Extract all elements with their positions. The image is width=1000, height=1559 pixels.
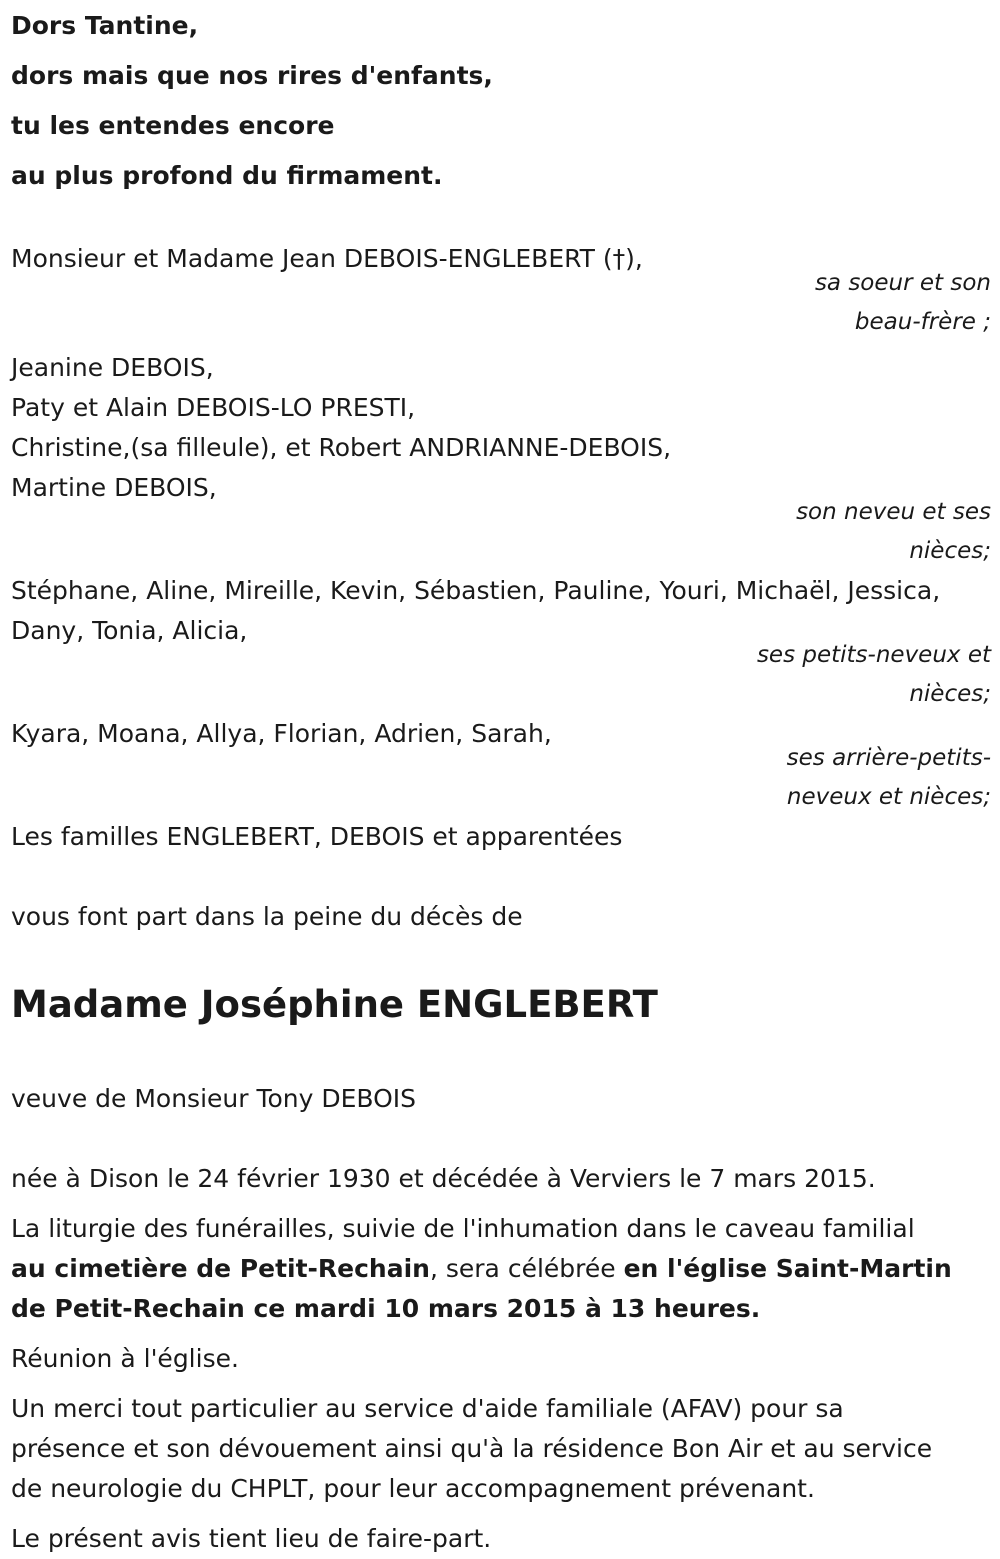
family-names: Monsieur et Madame Jean DEBOIS-ENGLEBERT (†),	[11, 244, 643, 273]
relation-line: nièces;	[909, 681, 991, 707]
thanks-line: présence et son dévouement ainsi qu'à la résidence Bon Air et au service	[11, 1434, 933, 1463]
spacer	[11, 1119, 991, 1159]
thanks-line: Un merci tout particulier au service d'aide familiale (AFAV) pour sa	[11, 1394, 844, 1423]
family-names: Kyara, Moana, Allya, Florian, Adrien, Sarah,	[11, 719, 552, 748]
family-group-great-grandnephews	[11, 714, 991, 817]
family-group-sister	[11, 239, 991, 342]
poem-line: Dors Tantine,	[11, 11, 199, 40]
birth-death: née à Dison le 24 février 1930 et décédée à Verviers le 7 mars 2015.	[11, 1164, 876, 1193]
liturgy-text: , sera célébrée	[429, 1254, 624, 1283]
ceremony-date: de Petit-Rechain ce mardi 10 mars 2015 à 13 heures.	[11, 1294, 761, 1323]
relation-line: beau-frère ;	[854, 309, 991, 335]
poem-line: tu les entendes encore	[11, 111, 335, 140]
church-name: en l'église Saint-Martin	[623, 1254, 952, 1283]
liturgy-paragraph	[11, 1209, 991, 1329]
thanks-line: de neurologie du CHPLT, pour leur accompagnement prévenant.	[11, 1474, 815, 1503]
widow-of: veuve de Monsieur Tony DEBOIS	[11, 1084, 417, 1113]
poem-line: dors mais que nos rires d'enfants,	[11, 61, 493, 90]
family-names: Martine DEBOIS,	[11, 473, 217, 502]
relation-line: ses arrière-petits-	[786, 745, 991, 771]
relation-line: ses petits-neveux et	[756, 642, 991, 668]
cemetery-name: au cimetière de Petit-Rechain	[11, 1254, 430, 1283]
announcement: vous font part dans la peine du décès de	[11, 902, 523, 931]
relation-line: neveux et nièces;	[786, 784, 991, 810]
family-group-nephews	[11, 348, 991, 571]
spacer	[11, 201, 991, 239]
family-group-grandnephews	[11, 571, 991, 714]
deceased-name: Madame Joséphine ENGLEBERT	[11, 983, 658, 1026]
poem-line: au plus profond du firmament.	[11, 161, 443, 190]
relation-line: sa soeur et son	[814, 270, 991, 296]
family-names: Christine,(sa filleule), et Robert ANDRIANNE-DEBOIS,	[11, 433, 672, 462]
poem	[11, 0, 991, 201]
reunion: Réunion à l'église.	[11, 1344, 239, 1373]
liturgy-line	[11, 1249, 991, 1289]
thanks-paragraph	[11, 1389, 991, 1509]
family-names: Paty et Alain DEBOIS-LO PRESTI,	[11, 393, 416, 422]
family-names: Dany, Tonia, Alicia,	[11, 616, 248, 645]
family-names: Stéphane, Aline, Mireille, Kevin, Sébastien, Pauline, Youri, Michaël, Jessica,	[11, 576, 941, 605]
relation-line: nièces;	[909, 538, 991, 564]
obituary-notice	[11, 0, 991, 1559]
liturgy-line: La liturgie des funérailles, suivie de l'inhumation dans le caveau familial	[11, 1214, 915, 1243]
families-line: Les familles ENGLEBERT, DEBOIS et apparentées	[11, 822, 623, 851]
relation-line: son neveu et ses	[796, 499, 991, 525]
spacer	[11, 857, 991, 897]
closing: Le présent avis tient lieu de faire-part.	[11, 1524, 492, 1553]
family-names: Jeanine DEBOIS,	[11, 353, 214, 382]
